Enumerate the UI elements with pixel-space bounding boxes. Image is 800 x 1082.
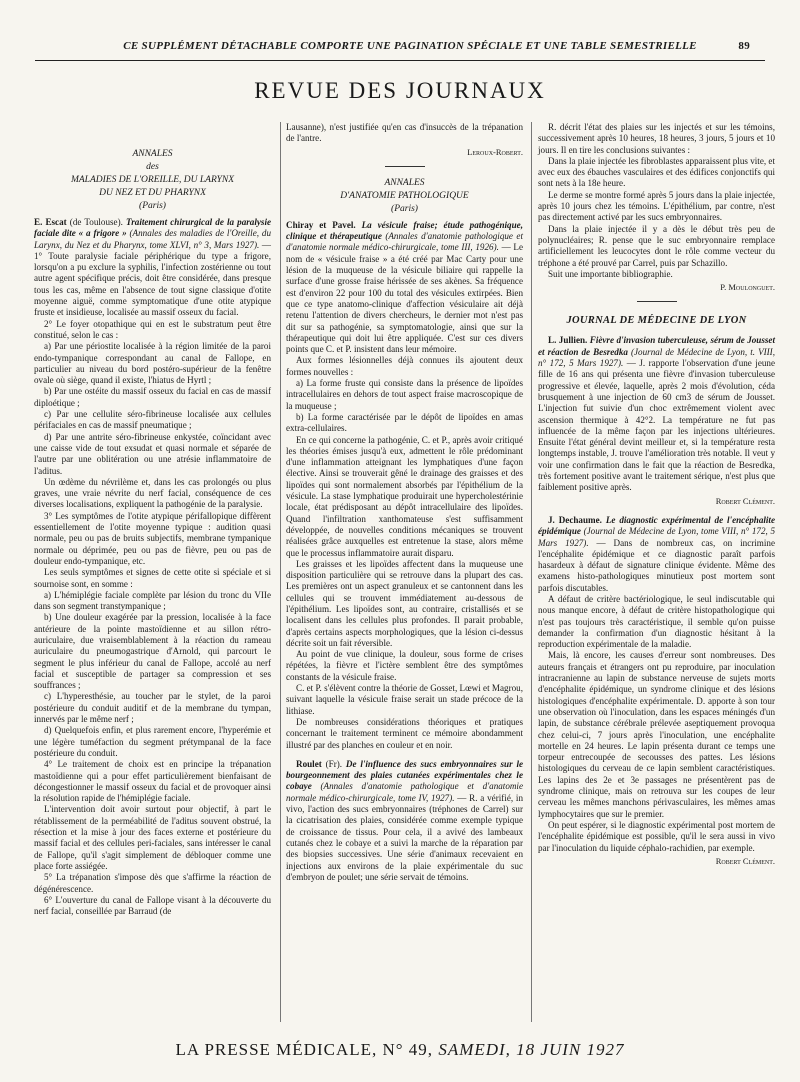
paragraph: d) Quelquefois enfin, et plus rarement encore, l'hyperémie et une légère tuméfaction du segment prétympanal de la face postérieure du conduit. bbox=[34, 725, 271, 758]
signature: Robert Clément. bbox=[715, 495, 775, 506]
article-author: Roulet bbox=[296, 758, 322, 769]
article-reference: (Annales des maladies de l'Oreille, du Larynx, du Nez et du Pharynx, tome XLVI, n° 3, Mars 1927). bbox=[34, 228, 271, 250]
column-2 bbox=[286, 122, 523, 883]
paragraph: Au point de vue clinique, la douleur, sous forme de crises répétées, la fièvre et l'ictère semblent être des symptômes constants de la vésicule fraise. bbox=[286, 649, 523, 682]
article bbox=[538, 335, 775, 493]
paragraph: Les seuls symptômes et signes de cette otite si spéciale et si sournoise sont, en somme : bbox=[34, 567, 271, 589]
paragraph: Lausanne), n'est justifiée qu'en cas d'insuccès de la trépanation de l'antre. bbox=[286, 122, 523, 144]
journal-heading bbox=[286, 177, 523, 216]
paragraph: Le derme se montre formé après 5 jours dans la plaie injectée, après 10 jours chez les témoins. L'épithélium, par contre, n'est pas directement activé par les sucs embryonnaires. bbox=[538, 189, 775, 223]
paragraph: Suit une importante bibliographie. bbox=[548, 268, 673, 279]
journal-name-line: D'ANATOMIE PATHOLOGIQUE bbox=[340, 190, 469, 201]
article-author: J. Dechaume. bbox=[548, 514, 602, 525]
journal-name-line: DU NEZ ET DU PHARYNX bbox=[99, 188, 206, 198]
paragraph: L'intervention doit avoir surtout pour objectif, à part le rétablissement de la perméabilité de l'aditus souvent obstrué, la résection et la mise à jour des faces externe et postérieure du massif facial et des cellules peri-faciales, sans intéresser le canal de Fallope, qu'il s'agit simplement de débloquer comme une place forte assiégée. bbox=[34, 804, 271, 871]
article bbox=[538, 515, 775, 594]
page-footer bbox=[0, 1040, 800, 1060]
paragraph: C. et P. s'élèvent contre la théorie de Gosset, Lœwi et Magrou, suivant laquelle la vésicule fraise serait un stade précoce de la lithiase. bbox=[286, 683, 523, 716]
article-reference: (Annales d'anatomie pathologique et d'anatomie normale médico-chirurgicale, tome III, 1926). bbox=[286, 231, 523, 253]
article bbox=[286, 759, 523, 883]
column-3 bbox=[538, 122, 775, 875]
article-title: Fièvre d'invasion tuberculeuse, sérum de Jousset et réaction de Besredka bbox=[538, 335, 775, 357]
article-author: L. Jullien. bbox=[548, 335, 588, 346]
signature: Leroux-Robert. bbox=[467, 146, 523, 157]
paragraph: Mais, là encore, les causes d'erreur sont nombreuses. Des auteurs français et étrangers ont pu reproduire, par inoculation intracranienne au lapin de substance nerveuse de sujets morts d'encéphalite épidémique, un syndrome clinique et des lésions histologiques d'encéphalite expérimentale. D. apporte à son tour une observation où l'inoculation, dans les espaces méningés d'un lapin, de substance cérébrale prélevée aseptiquement provoqua chez celui-ci, 7 jours après l'inoculation, une encéphalite mortelle en 24 heures. Le lapin présenta durant ce temps une torpeur entrecoupée de secousses des pattes. Les lésions histologiques du cerveau de ce lapin semblent caractéristiques. Les lapins des 2e et 3e passages ne présentèrent pas de syndrome clinique, mais on retrouva sur les coupes de leur cerveau les mêmes manchons périvasculaires, les mêmes amas lymphocytaires que sur le premier. bbox=[538, 650, 775, 819]
journal-heading: JOURNAL DE MÉDECINE DE LYON bbox=[566, 315, 747, 327]
footer-date: SAMEDI, 18 JUIN 1927 bbox=[438, 1040, 625, 1059]
signature: P. Moulonguet. bbox=[720, 282, 775, 293]
running-head bbox=[70, 40, 750, 56]
journal-name-line: ANNALES bbox=[384, 177, 425, 188]
paragraph: c) L'hyperesthésie, au toucher par le stylet, de la paroi postérieure du conduit auditif et de la membrane du tympan, innervés par le même nerf ; bbox=[34, 691, 271, 725]
paragraph: On peut espérer, si le diagnostic expérimental post mortem de l'encéphalite épidémique est possible, qu'il le sera aussi in vivo par l'inoculation du liquide céphalo-rachidien, par exemple. bbox=[538, 819, 775, 853]
paragraph: — J. rapporte l'observation d'une jeune fille de 16 ans qui présenta une fièvre d'invasion tuberculeuse progressive et élevée, laquelle, après 2 mois d'évolution, céda brusquement à une injection de 60 cm3 de sérum de Jousset. L'injection fut suivie d'un choc extrêmement violent avec ascension thermique à 42°2. La température ne fut pas influencée de la même façon par les injections ultérieures. Ensuite l'état général devint meilleur et, si la température resta longtemps instable, J. trouve l'amélioration très notable. Il veut y voir une confirmation dans le fait que la réaction de Besredka, très fortement positive avant le traitement sérique, n'est plus que faiblement positive après. bbox=[538, 358, 775, 493]
journal-heading bbox=[34, 148, 271, 213]
article-reference: (Annales d'anatomie pathologique et d'anatomie normale médico-chirurgicale, tome IV, 1927). bbox=[286, 781, 523, 803]
author-affiliation: (de Toulouse). bbox=[66, 217, 127, 227]
page-title: REVUE DES JOURNAUX bbox=[254, 78, 546, 103]
paragraph: 3° Les symptômes de l'otite atypique périfallopique diffèrent essentiellement de l'otite moyenne typique : audition quasi normale, peu ou pas de bruits subjectifs, membrane tympanique normale ou déprimée, peu ou pas de fièvre, peu ou pas de douleur endo-tympanique, etc. bbox=[34, 510, 271, 566]
paragraph: Dans la plaie injectée les fibroblastes apparaissent plus vite, et avec eux des ébauches vasculaires et des édifices conjonctifs qui sont nets à la 18e heure. bbox=[538, 155, 775, 189]
author-affiliation: (Fr). bbox=[321, 758, 346, 769]
header-rule bbox=[35, 60, 765, 61]
paragraph: a) Par une périostite localisée à la région limitée de la paroi endo-tympanique correspondant au canal de Fallope, en particulier au niveau du bord postéro-supérieur de la fenêtre ovale où siège, quand il existe, l'hiatus de Hyrtl ; bbox=[34, 341, 271, 386]
paragraph: — Dans de nombreux cas, on incrimine l'encéphalite épidémique et ce diagnostic paraît parfois hasardeux à défaut de signature clinique évidente. Même des examens histo-pathologiques minutieux post mortem sont parfois discutables. bbox=[538, 537, 775, 593]
paragraph: Les graisses et les lipoïdes affectent dans la muqueuse une disposition particulière qui se retrouve dans la plupart des cas. Les premières ont un aspect granuleux et se cantonnent dans les cellules qui se trouvent immédiatement au-dessous de l'épithélium. Les lipoïdes sont, au contraire, cristallisés et se localisent dans les cellules plus profondes. Il parait probable, d'après certains aspects morphologiques, que la lésion ci-dessus décrite soit un fait réversible. bbox=[286, 558, 523, 648]
article-author: Chiray et Pavel. bbox=[286, 219, 356, 230]
paragraph: En ce qui concerne la pathogénie, C. et P., après avoir critiqué les théories émises jusqu'à eux, admettent le rôle prédominant d'une inflammation atteignant les lymphatiques d'une façon élective. Ainsi se trouverait gêné le drainage des graisses et des lipoïdes qui sont normalement absorbés par l'épithélium de la vésicule. La stase lymphatique produirait une hypercholestérinie locale, état prédisposant au dépôt intracellulaire des lipoïdes. Quand l'infiltration xanthomateuse s'est suffisamment développée, de nouvelles conditions mécaniques se trouvent réalisées grâce auxquelles est entretenue la stase, alors même que le processus inflammatoire aurait disparu. bbox=[286, 434, 523, 558]
running-head-text: CE SUPPLÉMENT DÉTACHABLE COMPORTE UNE PAGINATION SPÉCIALE ET UNE TABLE SEMESTRIELLE bbox=[123, 40, 697, 52]
article-author: E. Escat bbox=[34, 217, 67, 227]
journal-place: (Paris) bbox=[391, 203, 418, 214]
paragraph: Un œdème du névrilème et, dans les cas prolongés ou plus graves, une vraie névrite du nerf facial, conséquence de ces diverses localisations, expliquent la pathogénie de la paralysie. bbox=[34, 476, 271, 510]
paragraph: a) La forme fruste qui consiste dans la présence de lipoïdes intracellulaires en dehors de tout aspect fraise macroscopique de la muqueuse ; bbox=[286, 378, 523, 411]
article-title: La vésicule fraise; étude pathogénique, clinique et thérapeutique bbox=[286, 219, 523, 242]
journal-name-line: ANNALES bbox=[132, 149, 173, 159]
page-number: 89 bbox=[738, 40, 750, 52]
paragraph: 2° Le foyer otopathique qui en est le substratum peut être constitué, selon le cas : bbox=[34, 318, 271, 340]
paragraph: R. décrit l'état des plaies sur les injectés et sur les témoins, successivement après 10 heures, 18 heures, 3 jours, 5 jours et 10 jours. Il en tire les conclusions suivantes : bbox=[538, 122, 775, 155]
journal-name-line: des bbox=[146, 162, 159, 172]
separator bbox=[385, 166, 425, 167]
article-reference: (Journal de Médecine de Lyon, tome VIII, n° 172, 5 Mars 1927). bbox=[538, 526, 775, 548]
column-rule bbox=[280, 122, 281, 1022]
paragraph: 6° L'ouverture du canal de Fallope visant à la découverte du nerf facial, conseillée par Barraud (de bbox=[34, 894, 271, 917]
journal-place: (Paris) bbox=[139, 201, 166, 211]
paragraph: De nombreuses considérations théoriques et pratiques concernant le traitement terminent ce mémoire abondamment illustré par des planches en couleur et en noir. bbox=[286, 716, 523, 750]
footer-publication: LA PRESSE MÉDICALE, N° 49, bbox=[175, 1040, 434, 1059]
paragraph: b) Une douleur exagérée par la pression, localisée à la face antérieure de la pointe mastoïdienne et au sillon rétro-auriculaire, due vraisemblablement à la réaction du rameau auriculaire du pneumogastrique d'Arnold, qui parcourt le segment le plus inférieur du canal de Fallope, accolé au nerf facial et susceptible de partager sa compression et ses souffrances ; bbox=[34, 612, 271, 691]
article-title: De l'influence des sucs embryonnaires sur le bourgeonnement des plaies cutanées expérimentales chez le cobaye bbox=[286, 758, 524, 792]
paragraph: — 1° Toute paralysie faciale périphérique du type a frigore, lorsqu'on a pu exclure la syphilis, l'infection zostérienne ou tout autre agent spécifique précis, doit être considérée, dans presque tous les cas, même en l'absence de tout signe classique d'otite moyenne aiguë, comme symptomatique d'une otite atypique fruste et insidieuse, localisée au massif osseux du facial. bbox=[34, 239, 271, 318]
separator bbox=[637, 301, 677, 302]
paragraph: a) L'hémiplégie faciale complète par lésion du tronc du VIIe dans son segment transtympanique ; bbox=[34, 589, 271, 612]
paragraph: Dans la plaie injectée il y a dès le début très peu de polynucléaires; R. pense que le suc embryonnaire remplace artificiellement les leucocytes dont le rôle comme vecteur du tréphone a été prouvé par Carrel, puis par Schazillo. bbox=[538, 223, 775, 268]
paragraph: c) Par une cellulite séro-fibrineuse localisée aux cellules périfaciales en cas de massif pneumatique ; bbox=[34, 409, 271, 431]
journal-name-line: MALADIES DE L'OREILLE, DU LARYNX bbox=[70, 175, 235, 185]
paragraph: — R. a vérifié, in vivo, l'action des sucs embryonnaires (tréphones de Carrel) sur la cicatrisation des plaies, considérée comme exemple typique de croissance de tissus. Pour cela, il a avivé des lambeaux cutanés chez le cobaye et a suivi la marche de la réparation par des biopsies successives. Une série d'animaux recevaient en injections aux environs de la plaie expérimentale du suc d'embryon de poulet; une série servait de témoins. bbox=[286, 792, 523, 882]
paragraph: b) La forme caractérisée par le dépôt de lipoïdes en amas extra-cellulaires. bbox=[286, 411, 523, 434]
paragraph: 5° La trépanation s'impose dès que s'affirme la réaction de dégénérescence. bbox=[34, 872, 271, 894]
article bbox=[286, 220, 523, 356]
article-reference: (Journal de Médecine de Lyon, t. VIII, n° 172, 5 Mars 1927). bbox=[538, 346, 775, 369]
column-rule bbox=[531, 122, 532, 1022]
column-1 bbox=[34, 122, 271, 917]
article bbox=[34, 217, 271, 319]
article-title: Traitement chirurgical de la paralysie faciale dite « a frigore » bbox=[34, 217, 272, 239]
paragraph: d) Par une antrite séro-fibrineuse enkystée, coïncidant avec une caisse vide de tout exsudat et quasi normale et séparée de l'autre par une oblitération ou une atrésie inflammatoire de l'aditus. bbox=[34, 431, 271, 476]
article-title: Le diagnostic expérimental de l'encéphalite épidémique bbox=[538, 514, 775, 537]
paragraph: — Le nom de « vésicule fraise » a été créé par Mac Carty pour une lésion de la muqueuse de la vésicule biliaire qui rappelle la surface d'une grosse fraise hérissée de ses akènes. Sa fréquence est d'environ 22 pour 100 du total des vésicules extirpées. Bien que ce type anatomo-clinique d'affection vésiculaire ait déjà retenu l'attention de divers chercheurs, le dernier mot n'est pas dit sur sa pathogénie, sa symptomatologie, ainsi que sur la thérapeutique qui doit lui être appliquée. C'est sur ces divers points que C. et P. insistent dans leur mémoire. bbox=[286, 242, 523, 355]
paragraph: A défaut de critère bactériologique, le seul indiscutable qui nous manque encore, à défaut de critère histopathologique qui n'est pas toujours très caractéristique, il semble qu'on puisse demander la confirmation d'un diagnostic hésitant à la reproduction expérimentale de la maladie. bbox=[538, 593, 775, 650]
paragraph: b) Par une ostéite du massif osseux du facial en cas de massif diploétique ; bbox=[34, 386, 271, 408]
signature: Robert Clément. bbox=[715, 855, 775, 866]
paragraph: 4° Le traitement de choix est en principe la trépanation mastoïdienne qui a pour effet particulièrement bienfaisant de décongestionner le massif osseux du facial et de provoquer ainsi la résolution rapide de l'hémiplégie faciale. bbox=[34, 759, 271, 804]
paragraph: Aux formes lésionnelles déjà connues ils ajoutent deux formes nouvelles : bbox=[286, 355, 523, 377]
